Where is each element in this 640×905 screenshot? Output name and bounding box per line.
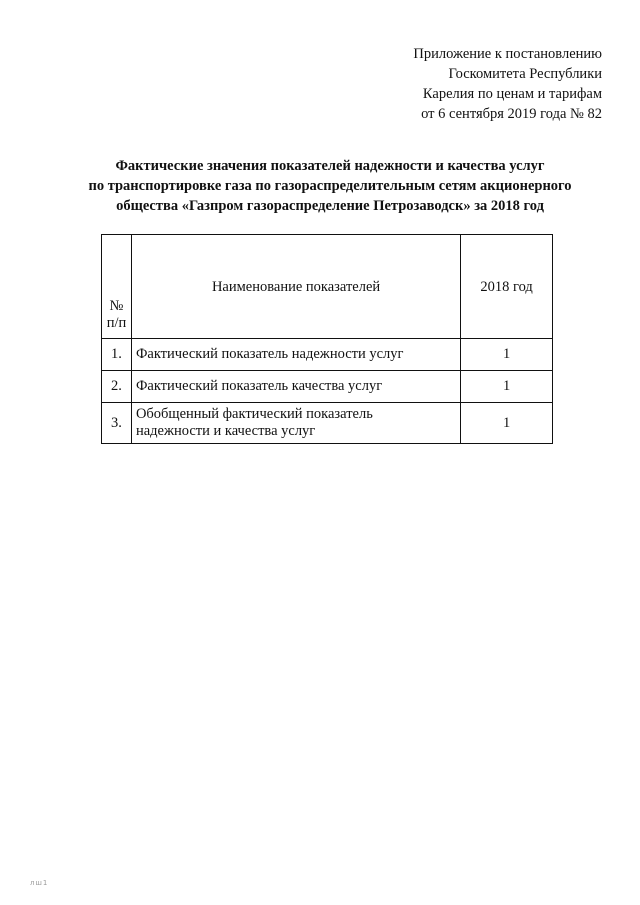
header-indicator-name: Наименование показателей	[131, 235, 460, 339]
document-title	[40, 156, 620, 216]
header-number-abbr: п/п	[106, 315, 127, 331]
row-indicator-name: Фактический показатель качества услуг	[131, 371, 460, 403]
row-indicator-name-line: Обобщенный фактический показатель	[135, 406, 373, 422]
table-row	[102, 339, 553, 371]
header-number-symbol: №	[109, 298, 124, 314]
table-row	[102, 403, 553, 444]
title-line: общества «Газпром газораспределение Петрозаводск» за 2018 год	[116, 198, 544, 214]
title-line: по транспортировке газа по газораспределительным сетям акционерного	[88, 178, 572, 194]
appendix-line: Приложение к постановлению	[413, 46, 602, 62]
header-year: 2018 год	[461, 235, 553, 339]
appendix-line: от 6 сентября 2019 года № 82	[421, 106, 602, 122]
appendix-reference	[413, 44, 602, 124]
indicators-table	[101, 234, 553, 444]
table-header-row	[102, 235, 553, 339]
row-number: 3.	[102, 403, 132, 444]
row-indicator-name-line: надежности и качества услуг	[135, 423, 316, 439]
header-number	[102, 235, 132, 339]
table-row	[102, 371, 553, 403]
row-number: 2.	[102, 371, 132, 403]
row-value: 1	[461, 339, 553, 371]
row-indicator-name: Фактический показатель надежности услуг	[131, 339, 460, 371]
appendix-line: Госкомитета Республики	[448, 66, 602, 82]
title-line: Фактические значения показателей надежности и качества услуг	[115, 158, 545, 174]
row-indicator-name	[131, 403, 460, 444]
row-value: 1	[461, 403, 553, 444]
scan-mark: лш1	[30, 879, 49, 887]
appendix-line: Карелия по ценам и тарифам	[422, 86, 602, 102]
row-number: 1.	[102, 339, 132, 371]
row-value: 1	[461, 371, 553, 403]
